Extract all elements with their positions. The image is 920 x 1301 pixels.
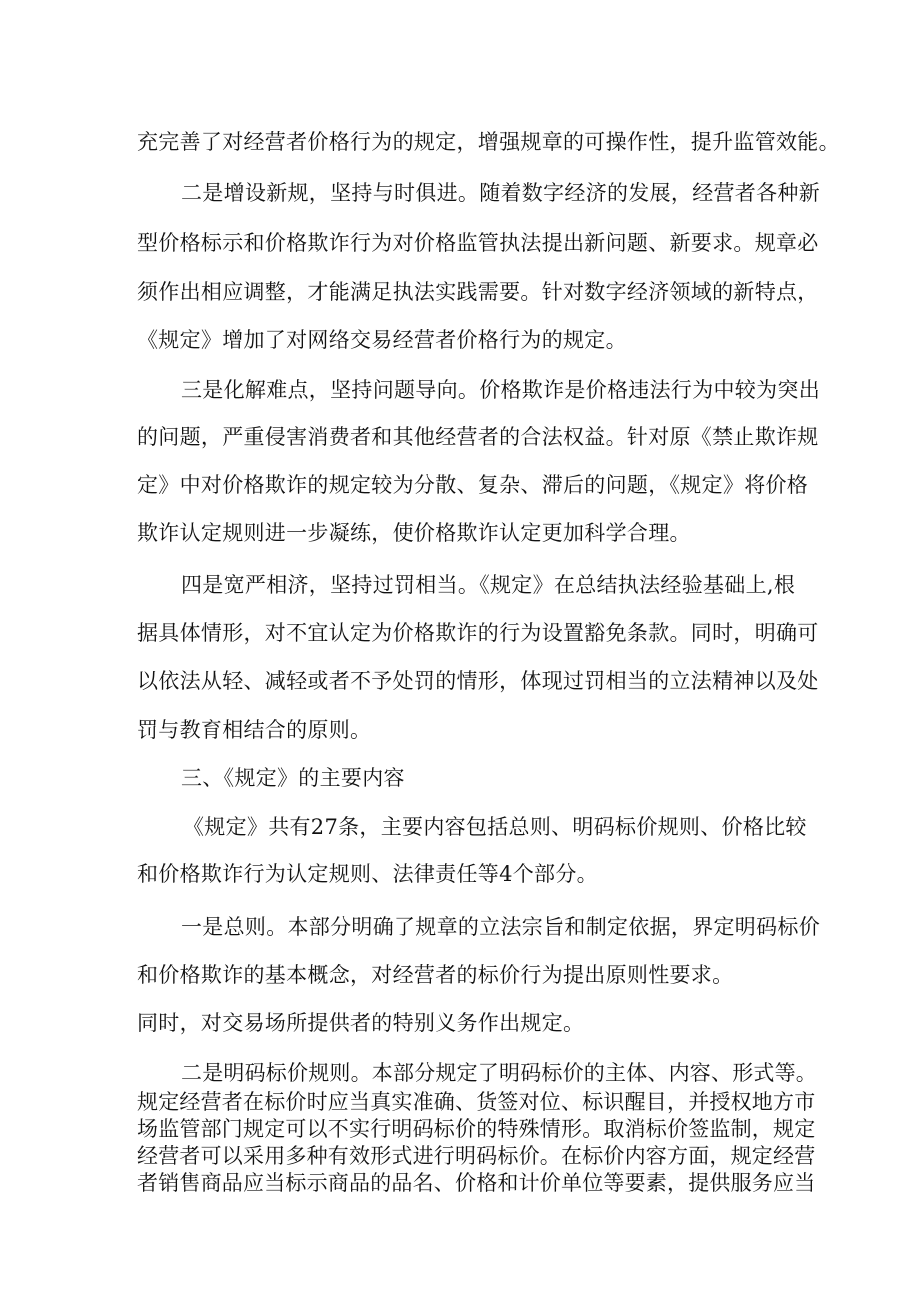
- section-heading: 三、《规定》的主要内容: [181, 766, 405, 790]
- paragraph-first-line: 二是明码标价规则。本部分规定了明码标价的主体、内容、形式等。: [181, 1061, 817, 1085]
- text-line: 欺诈认定规则进一步凝练，使价格欺诈认定更加科学合理。: [137, 521, 691, 545]
- paragraph-first-line: 二是增设新规，坚持与时俱进。随着数字经济的发展，经营者各种新: [181, 181, 820, 205]
- text-line: 据具体情形，对不宜认定为价格欺诈的行为设置豁免条款。同时，明确可: [137, 621, 819, 645]
- paragraph-first-line: 一是总则。本部分明确了规章的立法宗旨和制定依据，界定明码标价: [181, 915, 820, 939]
- paragraph-first-line: 三是化解难点，坚持问题导向。价格欺诈是价格违法行为中较为突出: [181, 378, 820, 402]
- text-line: 充完善了对经营者价格行为的规定，增强规章的可操作性，提升监管效能。: [137, 130, 840, 154]
- text-line: 和价格欺诈行为认定规则、法律责任等4个部分。: [137, 862, 598, 886]
- text-line: 规定经营者在标价时应当真实准确、货签对位、标识醒目，并授权地方市: [137, 1090, 816, 1114]
- text-line: 同时，对交易场所提供者的特别义务作出规定。: [137, 1011, 585, 1035]
- text-line: 定》中对价格欺诈的规定较为分散、复杂、滞后的问题，《规定》将价格: [137, 473, 809, 497]
- text-line: 经营者可以采用多种有效形式进行明码标价。在标价内容方面，规定经营: [137, 1144, 816, 1168]
- text-line: 须作出相应调整，才能满足执法实践需要。针对数字经济领域的新特点，: [137, 280, 819, 304]
- paragraph-first-line: 《规定》共有27条，主要内容包括总则、明码标价规则、价格比较: [183, 815, 807, 839]
- text-line: 型价格标示和价格欺诈行为对价格监管执法提出新问题、新要求。规章必: [137, 231, 819, 255]
- text-line: 以依法从轻、减轻或者不予处罚的情形，体现过罚相当的立法精神以及处: [137, 669, 819, 693]
- text-line: 罚与教育相结合的原则。: [137, 718, 372, 742]
- text-line: 和价格欺诈的基本概念，对经营者的标价行为提出原则性要求。: [137, 963, 734, 987]
- text-line: 《规定》增加了对网络交易经营者价格行为的规定。: [137, 328, 627, 352]
- text-line: 场监管部门规定可以不实行明码标价的特殊情形。取消标价签监制，规定: [137, 1117, 816, 1141]
- text-line: 者销售商品应当标示商品的品名、价格和计价单位等要素，提供服务应当: [137, 1171, 816, 1195]
- paragraph-first-line: 四是宽严相济，坚持过罚相当。《规定》在总结执法经验基础上,根: [181, 573, 796, 597]
- text-line: 的问题，严重侵害消费者和其他经营者的合法权益。针对原《禁止欺诈规: [137, 425, 819, 449]
